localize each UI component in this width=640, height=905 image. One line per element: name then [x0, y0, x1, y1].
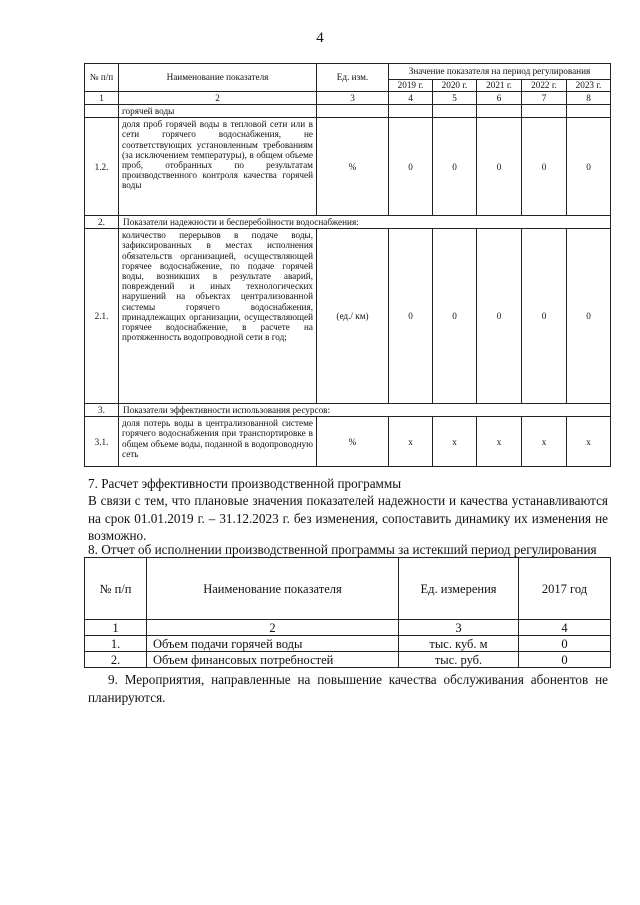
- row-value: 0: [522, 118, 567, 216]
- col-num-header: № п/п: [85, 64, 119, 92]
- continuation-text: горячей воды: [119, 105, 317, 118]
- section-8-heading: 8. Отчет об исполнении производственной программы за истекший период регулирования: [88, 542, 597, 557]
- index-cell: 2: [119, 92, 317, 105]
- row-value: 0: [519, 652, 611, 668]
- indicators-table: [84, 63, 611, 467]
- index-cell: 4: [519, 620, 611, 636]
- row-num: 2.: [85, 652, 147, 668]
- col-unit-header: Ед. измерения: [399, 558, 519, 620]
- index-cell: 1: [85, 620, 147, 636]
- table-row: [85, 636, 611, 652]
- row-value: 0: [477, 229, 522, 404]
- report-index-row: [85, 620, 611, 636]
- section-num: 3.: [85, 404, 119, 417]
- row-value: 0: [567, 118, 611, 216]
- row-value: x: [389, 417, 433, 467]
- year-header: 2019 г.: [389, 80, 433, 92]
- page-number: 4: [316, 30, 324, 46]
- row-value: 0: [389, 118, 433, 216]
- table-row: [85, 652, 611, 668]
- empty-cell: [389, 105, 433, 118]
- row-value: 0: [389, 229, 433, 404]
- section-7-heading: 7. Расчет эффективности производственной программы: [88, 476, 402, 491]
- year-header: 2023 г.: [567, 80, 611, 92]
- continuation-row: [85, 105, 611, 118]
- row-value: x: [522, 417, 567, 467]
- row-value: x: [477, 417, 522, 467]
- year-header: 2022 г.: [522, 80, 567, 92]
- row-value: x: [567, 417, 611, 467]
- index-cell: 3: [317, 92, 389, 105]
- index-cell: 2: [147, 620, 399, 636]
- row-unit: тыс. куб. м: [399, 636, 519, 652]
- row-name: количество перерывов в подаче воды, зафиксированных в местах исполнения обязательств организацией, осуществляющей горячее водоснабжение, по подаче горячей воды, возникших в результате аварий, повреждений и иных технологических нарушений на объектах централизованной системы горячего водоснабжения, принадлежащих организации, осуществляющей горячее водоснабжение, в расчете на протяженность водопроводной сети в год;: [119, 229, 317, 404]
- row-num: 1.2.: [85, 118, 119, 216]
- row-value: 0: [567, 229, 611, 404]
- row-unit: тыс. руб.: [399, 652, 519, 668]
- row-unit: %: [317, 417, 389, 467]
- report-header-row: [85, 558, 611, 620]
- row-2-1: [85, 229, 611, 404]
- row-value: 0: [433, 118, 477, 216]
- row-1-2: [85, 118, 611, 216]
- row-name: Объем подачи горячей воды: [147, 636, 399, 652]
- section-2-row: [85, 216, 611, 229]
- row-name: доля потерь воды в централизованной системе горячего водоснабжения при транспортировке в общем объеме воды, поданной в водопроводную сеть: [119, 417, 317, 467]
- row-num: 1.: [85, 636, 147, 652]
- index-cell: 8: [567, 92, 611, 105]
- empty-cell: [567, 105, 611, 118]
- row-value: 0: [433, 229, 477, 404]
- row-num: 2.1.: [85, 229, 119, 404]
- section-title: Показатели надежности и бесперебойности водоснабжения:: [119, 216, 611, 229]
- section-7-text: В связи с тем, что плановые значения показателей надежности и качества устанавливаются на срок 01.01.2019 г. – 31.12.2023 г. без изменения, сопоставить динамику их изменения не возможно.: [88, 493, 608, 543]
- col-num-header: № п/п: [85, 558, 147, 620]
- row-value: 0: [522, 229, 567, 404]
- section-title: Показатели эффективности использования ресурсов:: [119, 404, 611, 417]
- row-num: 3.1.: [85, 417, 119, 467]
- report-table: [84, 557, 611, 668]
- col-unit-header: Ед. изм.: [317, 64, 389, 92]
- year-header: 2021 г.: [477, 80, 522, 92]
- row-unit: %: [317, 118, 389, 216]
- index-cell: 6: [477, 92, 522, 105]
- empty-cell: [477, 105, 522, 118]
- section-3-row: [85, 404, 611, 417]
- col-period-header: Значение показателя на период регулирования: [389, 64, 611, 80]
- year-header: 2020 г.: [433, 80, 477, 92]
- row-3-1: [85, 417, 611, 467]
- header-row: [85, 64, 611, 80]
- section-num: 2.: [85, 216, 119, 229]
- empty-cell: [522, 105, 567, 118]
- index-cell: 3: [399, 620, 519, 636]
- row-name: доля проб горячей воды в тепловой сети или в сети горячего водоснабжения, не соответствующих установленным требованиям (за исключением температуры), в общем объеме проб, отобранных по результатам производственного контроля качества горячей воды: [119, 118, 317, 216]
- row-value: 0: [519, 636, 611, 652]
- row-value: x: [433, 417, 477, 467]
- col-name-header: Наименование показателя: [119, 64, 317, 92]
- col-year-header: 2017 год: [519, 558, 611, 620]
- index-cell: 4: [389, 92, 433, 105]
- row-unit: (ед./ км): [317, 229, 389, 404]
- index-row: [85, 92, 611, 105]
- col-name-header: Наименование показателя: [147, 558, 399, 620]
- row-value: 0: [477, 118, 522, 216]
- empty-cell: [317, 105, 389, 118]
- index-cell: 1: [85, 92, 119, 105]
- row-name: Объем финансовых потребностей: [147, 652, 399, 668]
- index-cell: 5: [433, 92, 477, 105]
- empty-cell: [433, 105, 477, 118]
- section-9-text: 9. Мероприятия, направленные на повышение качества обслуживания абонентов не планируются.: [88, 672, 608, 705]
- empty-cell: [85, 105, 119, 118]
- index-cell: 7: [522, 92, 567, 105]
